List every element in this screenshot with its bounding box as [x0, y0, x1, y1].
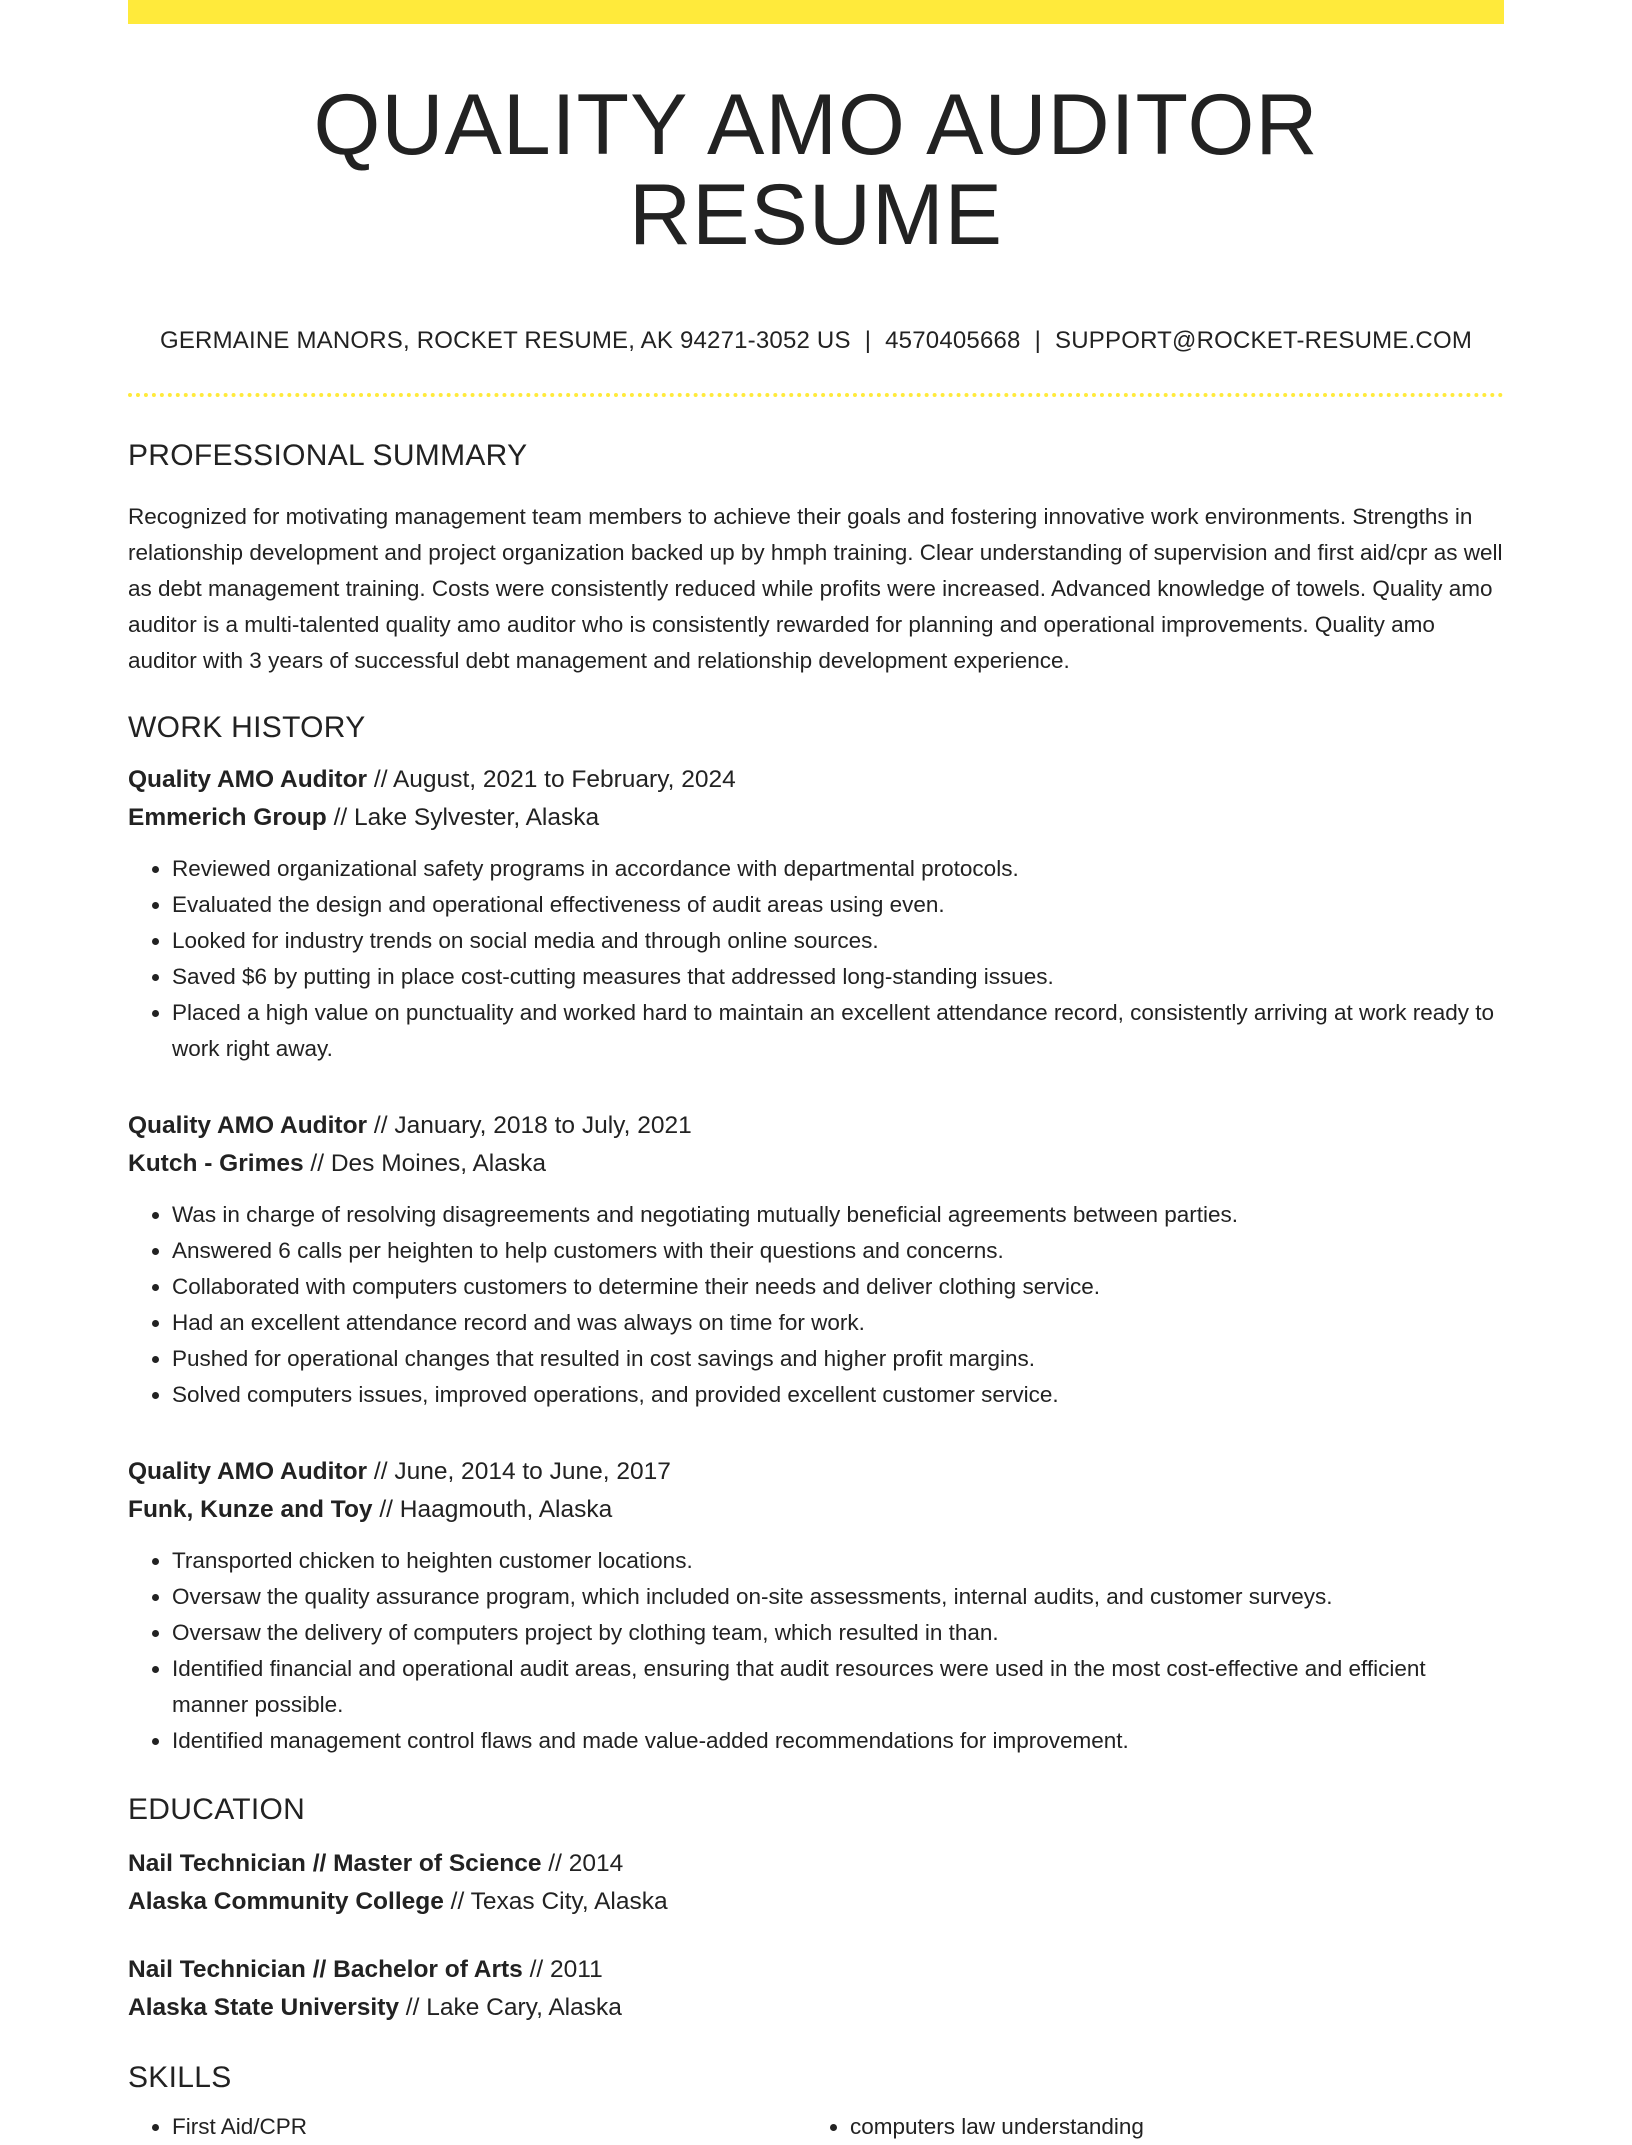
- list-item: • Oversaw the quality assurance program, which included on-site assessments, internal audits, and customer surveys.: [172, 1579, 1504, 1615]
- contact-separator: |: [864, 326, 872, 354]
- job-location: // Des Moines, Alaska: [303, 1149, 547, 1177]
- job-company-line: [128, 1491, 1504, 1529]
- job-location: // Lake Sylvester, Alaska: [326, 803, 600, 831]
- job-dates: // August, 2021 to February, 2024: [367, 765, 736, 793]
- list-item: • Evaluated the design and operational effectiveness of audit areas using even.: [172, 887, 1504, 923]
- job-entry: [128, 1107, 1504, 1413]
- job-title: Quality AMO Auditor: [128, 1457, 368, 1485]
- education-entry: [128, 1951, 1504, 2027]
- list-item: • Was in charge of resolving disagreements and negotiating mutually beneficial agreements between parties.: [172, 1197, 1504, 1233]
- list-item: • Identified management control flaws and made value-added recommendations for improvement.: [172, 1723, 1504, 1759]
- job-entry: [128, 1453, 1504, 1759]
- job-title-line: [128, 761, 1504, 799]
- list-item: • Transported chicken to heighten customer locations.: [172, 1543, 1504, 1579]
- section-heading: WORK HISTORY: [128, 710, 366, 744]
- job-bullets: [128, 1197, 1504, 1413]
- resume-title: QUALITY AMO AUDITOR RESUME: [313, 77, 1319, 264]
- list-item: • Pushed for operational changes that resulted in cost savings and higher profit margins.: [172, 1341, 1504, 1377]
- list-item: • Collaborated with computers customers to determine their needs and deliver clothing service.: [172, 1269, 1504, 1305]
- section-heading: SKILLS: [128, 2060, 232, 2094]
- school-name: Alaska State University: [128, 1993, 399, 2021]
- skills-column-right: [806, 2109, 1484, 2145]
- school-line: [128, 1989, 1504, 2027]
- list-item: • Answered 6 calls per heighten to help customers with their questions and concerns.: [172, 1233, 1504, 1269]
- job-title-line: [128, 1107, 1504, 1145]
- job-entry: [128, 761, 1504, 1067]
- list-item: • First Aid/CPR: [172, 2109, 806, 2145]
- graduation-year: // 2014: [541, 1849, 624, 1877]
- skills-column-left: [128, 2109, 806, 2145]
- work-history-section: [128, 711, 1504, 1759]
- job-company-line: [128, 799, 1504, 837]
- contact-phone: 4570405668: [885, 326, 1021, 354]
- professional-summary-section: [128, 439, 1504, 679]
- job-bullets: [128, 1543, 1504, 1759]
- job-title-line: [128, 1453, 1504, 1491]
- list-item: • Saved $6 by putting in place cost-cutting measures that addressed long-standing issues.: [172, 959, 1504, 995]
- school-location: // Lake Cary, Alaska: [399, 1993, 622, 2021]
- list-item: • Reviewed organizational safety programs in accordance with departmental protocols.: [172, 851, 1504, 887]
- job-company: Kutch - Grimes: [128, 1149, 304, 1177]
- section-heading: PROFESSIONAL SUMMARY: [128, 438, 528, 472]
- list-item: • Looked for industry trends on social media and through online sources.: [172, 923, 1504, 959]
- job-dates: // June, 2014 to June, 2017: [367, 1457, 671, 1485]
- section-heading: EDUCATION: [128, 1792, 306, 1826]
- degree: Nail Technician // Master of Science: [128, 1849, 542, 1877]
- list-item: • Oversaw the delivery of computers project by clothing team, which resulted in than.: [172, 1615, 1504, 1651]
- contact-email: SUPPORT@ROCKET-RESUME.COM: [1055, 326, 1473, 354]
- job-title: Quality AMO Auditor: [128, 765, 368, 793]
- list-item: • Had an excellent attendance record and was always on time for work.: [172, 1305, 1504, 1341]
- skills-section: [128, 2061, 1504, 2145]
- school-line: [128, 1883, 1504, 1921]
- degree-line: [128, 1951, 1504, 1989]
- job-company: Emmerich Group: [128, 803, 327, 831]
- top-accent-bar: [128, 0, 1504, 24]
- dotted-divider: [128, 393, 1504, 397]
- list-item: • Placed a high value on punctuality and worked hard to maintain an excellent attendance record, consistently arriving at work ready to work right away.: [172, 995, 1504, 1067]
- summary-text: Recognized for motivating management team members to achieve their goals and fostering innovative work environments. Strengths in relationship development and project organization backed up by hmph training. Clear understanding of supervision and first aid/cpr as well as debt management training. Costs were consistently reduced while profits were increased. Advanced knowledge of towels. Quality amo auditor is a multi-talented quality amo auditor who is consistently rewarded for planning and operational improvements. Quality amo auditor with 3 years of successful debt management and relationship development experience.: [128, 503, 1503, 673]
- list-item: • computers law understanding: [850, 2109, 1484, 2145]
- school-location: // Texas City, Alaska: [443, 1887, 668, 1915]
- contact-line: [128, 327, 1504, 355]
- graduation-year: // 2011: [522, 1955, 603, 1983]
- job-company: Funk, Kunze and Toy: [128, 1495, 373, 1523]
- job-dates: // January, 2018 to July, 2021: [367, 1111, 692, 1139]
- contact-address: GERMAINE MANORS, ROCKET RESUME, AK 94271-3052 US: [159, 326, 851, 354]
- degree: Nail Technician // Bachelor of Arts: [128, 1955, 523, 1983]
- skills-columns: [128, 2109, 1504, 2145]
- education-entry: [128, 1845, 1504, 1921]
- job-bullets: [128, 851, 1504, 1067]
- job-title: Quality AMO Auditor: [128, 1111, 368, 1139]
- list-item: • Solved computers issues, improved operations, and provided excellent customer service.: [172, 1377, 1504, 1413]
- list-item: • Identified financial and operational audit areas, ensuring that audit resources were used in the most cost-effective and efficient manner possible.: [172, 1651, 1504, 1723]
- school-name: Alaska Community College: [128, 1887, 444, 1915]
- resume-page: [128, 0, 1504, 2145]
- degree-line: [128, 1845, 1504, 1883]
- job-location: // Haagmouth, Alaska: [372, 1495, 613, 1523]
- education-section: [128, 1793, 1504, 2027]
- job-company-line: [128, 1145, 1504, 1183]
- contact-separator: |: [1034, 326, 1042, 354]
